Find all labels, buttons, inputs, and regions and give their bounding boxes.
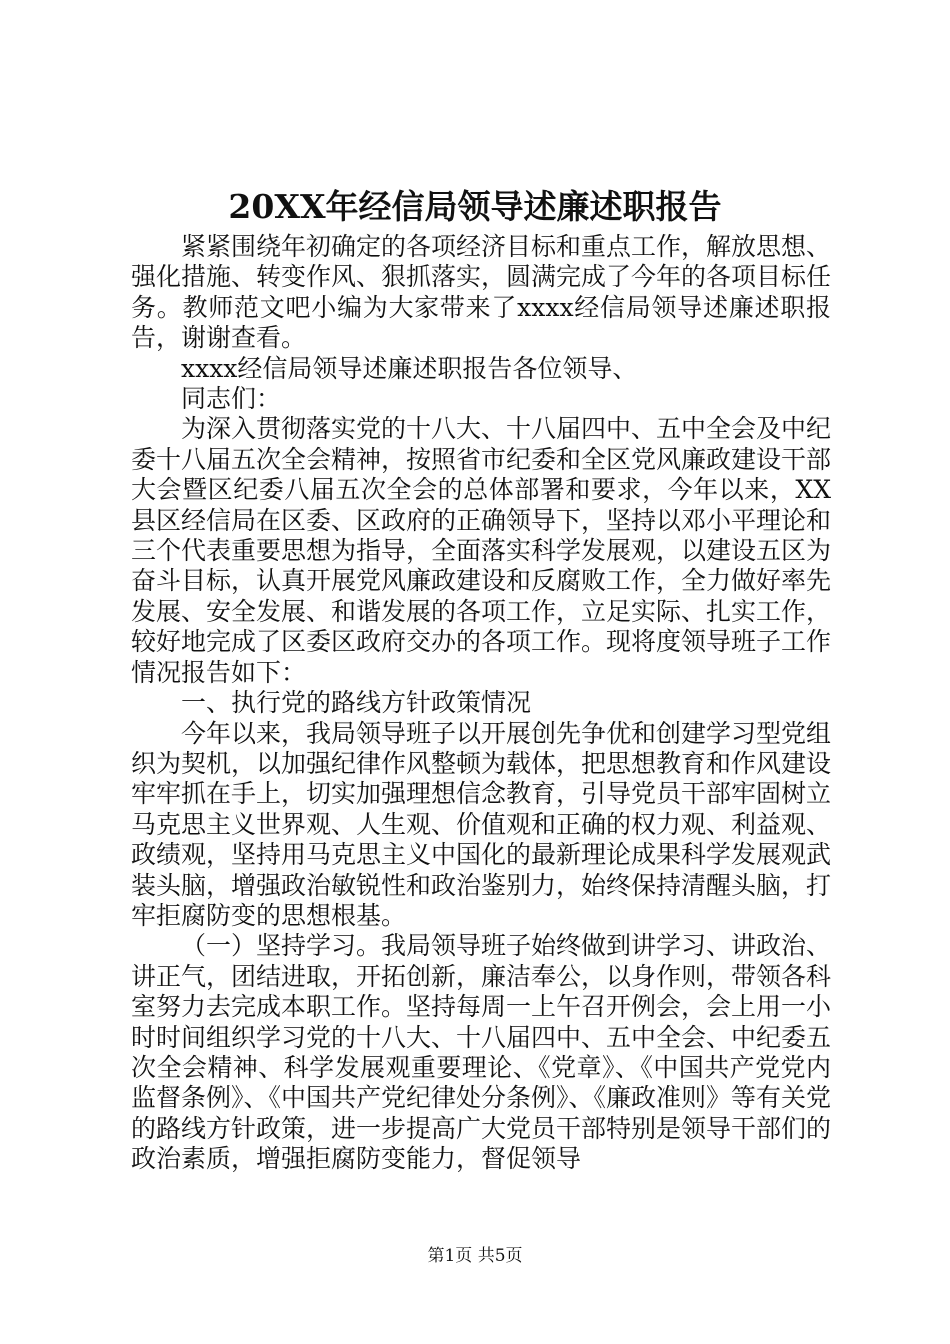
intro-paragraph: 紧紧围绕年初确定的各项经济目标和重点工作，解放思想、强化措施、转变作风、狠抓落实，圆满完成了今年的各项目标任务。教师范文吧小编为大家带来了xxxx经信局领导述廉述职报告，谢谢查看。 [131, 232, 832, 353]
body-paragraph: 为深入贯彻落实党的十八大、十八届四中、五中全会及中纪委十八届五次全会精神，按照省市纪委和全区党风廉政建设干部大会暨区纪委八届五次全会的总体部署和要求，今年以来，XX县区经信局在区委、区政府的正确领导下，坚持以邓小平理论和三个代表重要思想为指导，全面落实科学发展观，以建设五区为奋斗目标，认真开展党风廉政建设和反腐败工作，全力做好率先发展、安全发展、和谐发展的各项工作，立足实际、扎实工作，较好地完成了区委区政府交办的各项工作。现将度领导班子工作情况报告如下： [131, 414, 832, 687]
document-body [131, 232, 831, 1175]
body-paragraph: （一）坚持学习。我局领导班子始终做到讲学习、讲政治、讲正气，团结进取，开拓创新，廉洁奉公，以身作则，带领各科室努力去完成本职工作。坚持每周一上午召开例会，会上用一小时时间组织学习党的十八大、十八届四中、五中全会、中纪委五次全会精神、科学发展观重要理论、《党章》、《中国共产党党内监督条例》、《中国共产党纪律处分条例》、《廉政准则》等有关党的路线方针政策，进一步提高广大党员干部特别是领导干部们的政治素质，增强拒腐防变能力，督促领导 [131, 931, 832, 1174]
salutation-line: 同志们： [181, 384, 282, 414]
body-paragraph: 今年以来，我局领导班子以开展创先争优和创建学习型党组织为契机，以加强纪律作风整顿为载体，把思想教育和作风建设牢牢抓在手上，切实加强理想信念教育，引导党员干部牢固树立马克思主义世界观、人生观、价值观和正确的权力观、利益观、政绩观，坚持用马克思主义中国化的最新理论成果科学发展观武装头脑，增强政治敏锐性和政治鉴别力，始终保持清醒头脑，打牢拒腐防变的思想根基。 [131, 718, 832, 930]
page-number-footer: 第1页 共5页 [427, 1246, 523, 1266]
document-title: 20XX年经信局领导述廉述职报告 [228, 187, 722, 226]
section-heading: 一、执行党的路线方针政策情况 [181, 688, 532, 718]
report-heading-line: xxxx经信局领导述廉述职报告各位领导、 [181, 353, 638, 383]
